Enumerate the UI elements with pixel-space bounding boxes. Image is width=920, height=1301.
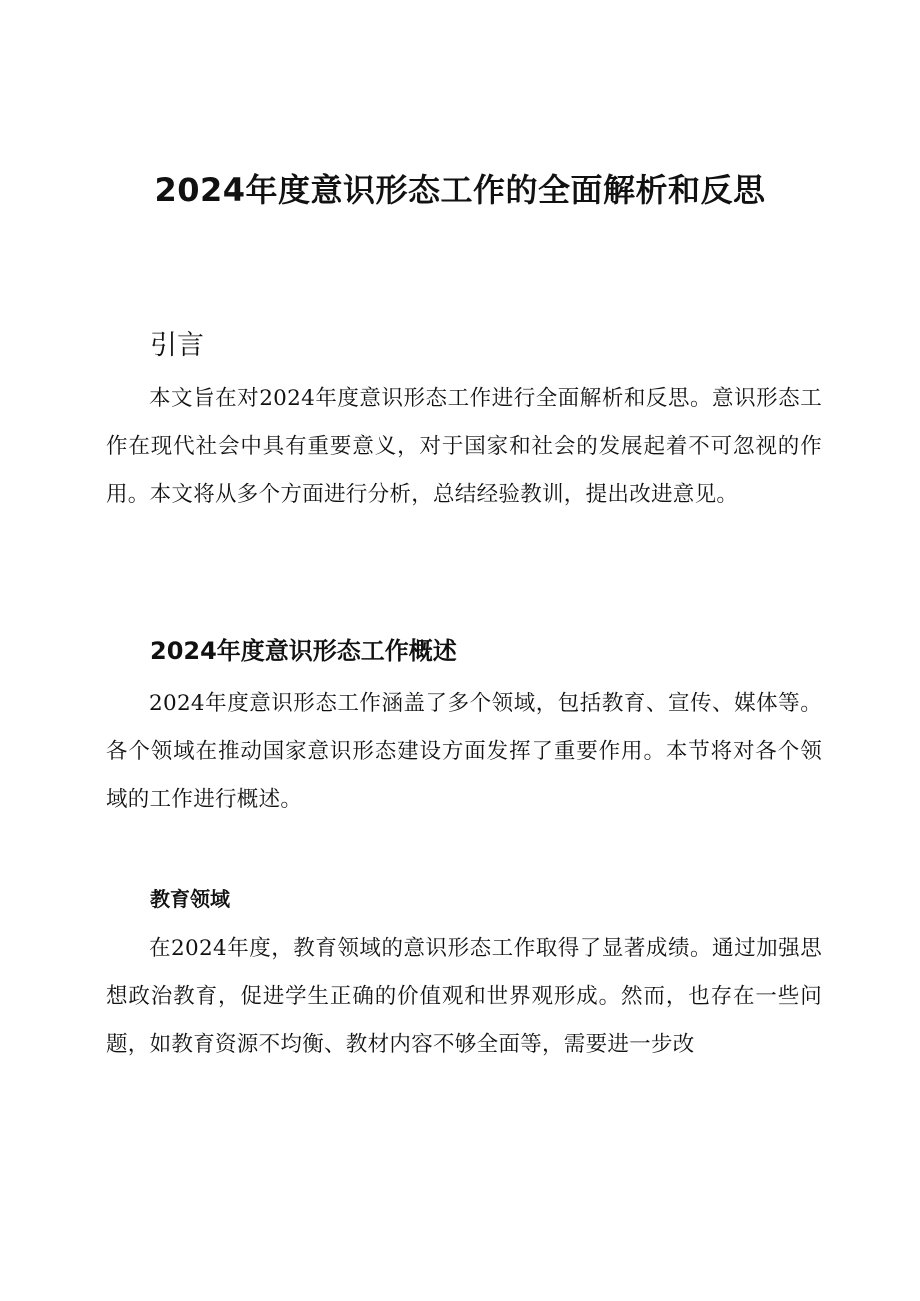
paragraph-introduction: 本文旨在对2024年度意识形态工作进行全面解析和反思。意识形态工作在现代社会中具有重要意义，对于国家和社会的发展起着不可忽视的作用。本文将从多个方面进行分析，总结经验教训，提出改进意见。 [106, 386, 822, 507]
section-heading-education: 教育领域 [150, 887, 230, 911]
paragraph-education: 在2024年度，教育领域的意识形态工作取得了显著成绩。通过加强思想政治教育，促进学生正确的价值观和世界观形成。然而，也存在一些问题，如教育资源不均衡、教材内容不够全面等，需要进一步改 [106, 936, 822, 1057]
section-heading-introduction: 引言 [150, 330, 204, 361]
section-heading-overview: 2024年度意识形态工作概述 [150, 637, 457, 665]
document-title: 2024年度意识形态工作的全面解析和反思 [154, 171, 766, 209]
paragraph-overview: 2024年度意识形态工作涵盖了多个领域，包括教育、宣传、媒体等。各个领域在推动国家意识形态建设方面发挥了重要作用。本节将对各个领域的工作进行概述。 [106, 691, 822, 812]
